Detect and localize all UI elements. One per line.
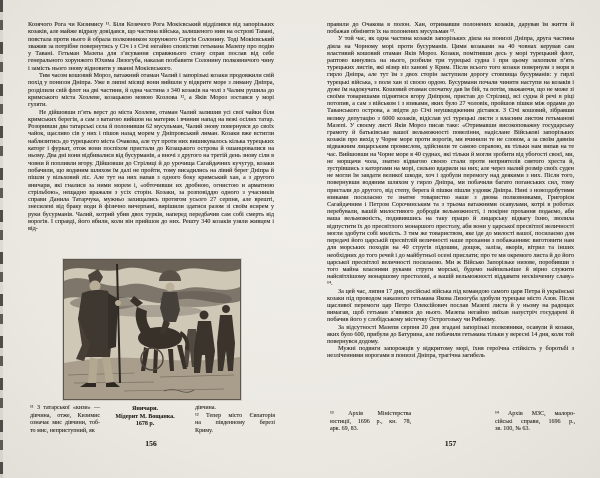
footnote-14: ¹⁴ Архів МЗС, малоро- сійські справи, 1696 р., зв. 100, № 63. xyxy=(495,411,575,433)
right-page-body xyxy=(327,21,574,402)
paragraph: Козячого Рога чи Кизимису ¹¹. Біля Козячого Рога Мокієвський відділився від запорізьких козаків, але майже відразу довідався, що частина війська, залишеного ним на острові Тавані, повстала проти нього й обрала полковником хорунжого Сергія Солонину. Тоді Мокієвський зважив за потрібне повернутись у Січ і з Січі негайно сповістив гетьмана Мазепу про подію у Тавані. Гетьман Мазепа для з’ясування справжнього стану справ послав від себе генерального хорунжого Юхима Лизогуба, наказав позбавити Солонину полковничого чину і замість нього знову відновити у званні Мокієвського. xyxy=(28,21,274,72)
left-page-body xyxy=(28,21,274,256)
paragraph: У той час, як одна частина козаків запорізьких діяла на пониззі Дніпра, друга частина діяла на Чорному морі проти бусурманів. Цими козаками на 40 човнах керував сам властивий кошовий отаман Яків Мороз. Козаки, помітивши десь у морі турецький флот, раптово кинулись на нього, розбили три турецькі судна і при цьому захопили п’ять турецьких листів, які візир віз ханові у Крим. Після всього того козаки повернули з моря в гирло Дніпра, але тут їм з двох сторін заступили дорогу стовпища бусурманів: у гирлі турецькі війська, з поля хан зі своєю ордою. Бусурмани почали чинити наступи на козаків і дуже їм надокучати. Кошовий отаман спочатку дав їм бій, та потім, зважаючи, що не може зі своїми товаришами піднятися вгору Дніпром, пристав до Стрілиці, всі судна й речі в ріці потопив, а сам з військом і з язиками, яких було 27 чоловік, пройшов пішки між ордами до Таванського острова, а звідти до Січі неушкодженим дістався. З Січі кошовий, зібравши велику депутацію з 6000 козаків, відіслав усі турецькі листи з власним листом гетьманові Мазепі. У своєму листі Яків Мороз писав таке: «Отримавши високоповажну государську грамоту й батьківське вашої вельможності повеління, надіслане Військові запорізьких козаків про вихід у Чорне море проти ворогів, ми вчинили те не словом, а за своїм давнім відважним лицарським промислом, здійснили те самою справою, як тільки нам випав на те час. Вийшовши на Чорне море в 40 суднах, які тільки й могли зробити від убогості своєї, ми, не морщачи чола, знатно відвагою своєю стали проти неприятелів святого хреста й, зустрівшись з каторгами на морі, сильно вдарили на них; але через малий розмір своїх суден не могли їм завдати великої шкоди, хоч і здобули перемогу над деякими з них. Після того, повернувши водяним шляхом у гирло Дніпра, ми побачили багато поганських сил, тому пристали до другого, від степу, берега й пішки пішли уздовж Дніпра. Нині з новоздобутими язиками посилаємо те знатне товариство наше з двома полковниками, Григорієм Сагайдачним і Петром Сорочинським та з трьома ватажними осавулами, котрі в роботах перебували, вашій милостивого добродія вельможності, і покірне прохання подаємо, аби ваша вельможність, подивившись на таку працю й лицарську відвагу їхню, зволила відпустити їх до пресвітлого монаршого престолу, аби вони у царської пресвітлої величності могли здобути собі милість. З тим же товариством, яке іде до милості вашої, посилаємо для передачі його царській пресвітлій величності наше прохання з побажанням: виготовити нам для морських походів на 40 стругів підошви, дощок, заліза, якорів, вітрил та інших необхідних до того речей і до майбутньої осені прислати; про те ми окремого листа й до його царської пресвітлої величності посилаємо. Ми ж Військо Запорізьке низове, поробивши з того майна власними руками струги морські, будемо найпильніше й вірно служити найсвітлішому монаршому престолові, а вашій вельможності віддавати нескінченну славу» ¹⁴. xyxy=(327,35,574,288)
figure-caption: Яничари. Мідерит М. Вощанка. 1678 р. xyxy=(115,406,175,428)
page-number-left: 156 xyxy=(145,439,157,448)
paragraph: Мужні подвиги запорожців у відкритому морі, їхня героїчна стійкість у боротьбі з незліченними ворогами в пониззі Дніпра, трагічна загибель xyxy=(327,345,574,360)
paragraph: Не дійшовши п’ять верст до міста Хозлеве, отаман Чалий залишив усі свої чайки біля кримських берегів, а сам з ватагою вийшов на материк і вчинив напад на вежі осілих татар. Розоривши два татарські села й полонивши 62 мусульман, Чалий знову повернувся до своїх чайок, щасливо сів у них і пішов назад морем у Дніпровський лиман. Козаки вже встигли наблизитись до турецького міста Очакова, але тут проти них вишикувалось кілька турецьких каторг і фуркат, отож вони поспіхом пристали до Козацького острова й ошанцювалися на ньому. Два дні вони відбивалися від бусурманів, а вночі з другого на третій день знову сіли в човни й попливли вгору. Дійшовши до Стрілиці й до урочища Сагайдачних кучугур, козаки побачили, що водяним шляхом їм далі не пройти, тому висадились на лівий берег Дніпра й пішли у вільховий ліс. Але тут на них напав з одного боку кримський хан, а з другого яничари, які гналися за ними морем і, «обточивши их дробною, огнистою и арматною стрільбою», нещадно вражали з усіх сторін. Козаки, за розповіддю одного з учасників справи Данила Татарчука, мужньо захищались протягом усього 27 серпня, але врешті, знесилені від браку води й фізично вичерпані, вирішили здатися разом зі своїм ясирем у руки бусурманів. Чалий, котрий убив двох турків, наперед передбачив сам собі смерть від ворогів. І справді, його вбили, коли він прийшов до них. Решту 340 козаків узяли живцем і від- xyxy=(28,108,274,233)
page-number-right: 157 xyxy=(444,439,457,448)
right-page xyxy=(327,21,575,448)
footnote-11: ¹¹ З татарської «кизи» — дівчина, отже, Кизимис означає мис дівчини, тоб- то мис, неприступний, як xyxy=(30,405,100,435)
left-page xyxy=(28,21,275,448)
paragraph: правили до Очакова в полон. Хан, отримавши полонених козаків, дарував їм життя й побажав обміняти їх на полонених мусульман ¹³. xyxy=(327,21,574,36)
scan-edge-artifact xyxy=(0,0,3,478)
paragraph: Тим часом кошовий Мороз, ватажний отаман Чалий і запорізькі козаки продовжили свій похід у пониззя Дніпра. Уже в липні місяці вони вийшли у відкрите море з лиману Дніпра, розділили свій флот на дві частини, й одна частина з 340 козаків на чолі з Чалим рушила до кримського міста Хозлеве, козацькою мовою Козлова ¹², а Яків Мороз зостався у морі гуляти. xyxy=(28,72,274,109)
paragraph: За відсутності Мазепи серпня 20 дня згадані запорізькі полковники, осавули й козаки, яких було 600, прибули до Батурина, але побачили гетьмана тільки у вересні 14 дня, коли той повернувся додому. xyxy=(327,323,574,345)
janissaries-engraving xyxy=(63,259,241,400)
footnote-12: дівчина. ¹² Тепер місто Євпаторія на південному березі Криму. xyxy=(195,405,275,435)
footnote-13: ¹³ Архів Міністерства юстиції, 1696 р., кн. 78, арк. 69, 83. xyxy=(330,411,411,433)
engraving-illustration xyxy=(64,260,240,399)
paragraph: За цей час, липня 17 дня, російські війська під командою самого царя Петра й українські козаки під проводом наказного гетьмана Якова Лизогуба здобули турецьке місто Азов. Після щасливої перемоги цар Петро Олексійович послав Мазепі листа й у ньому на радощах вимагав, щоб гетьман з’явився до нього. Мазепа негайно виїхав назустріч государеві й побачив його у слобідському містечку Острогозьку чи Рибному. xyxy=(327,287,574,324)
